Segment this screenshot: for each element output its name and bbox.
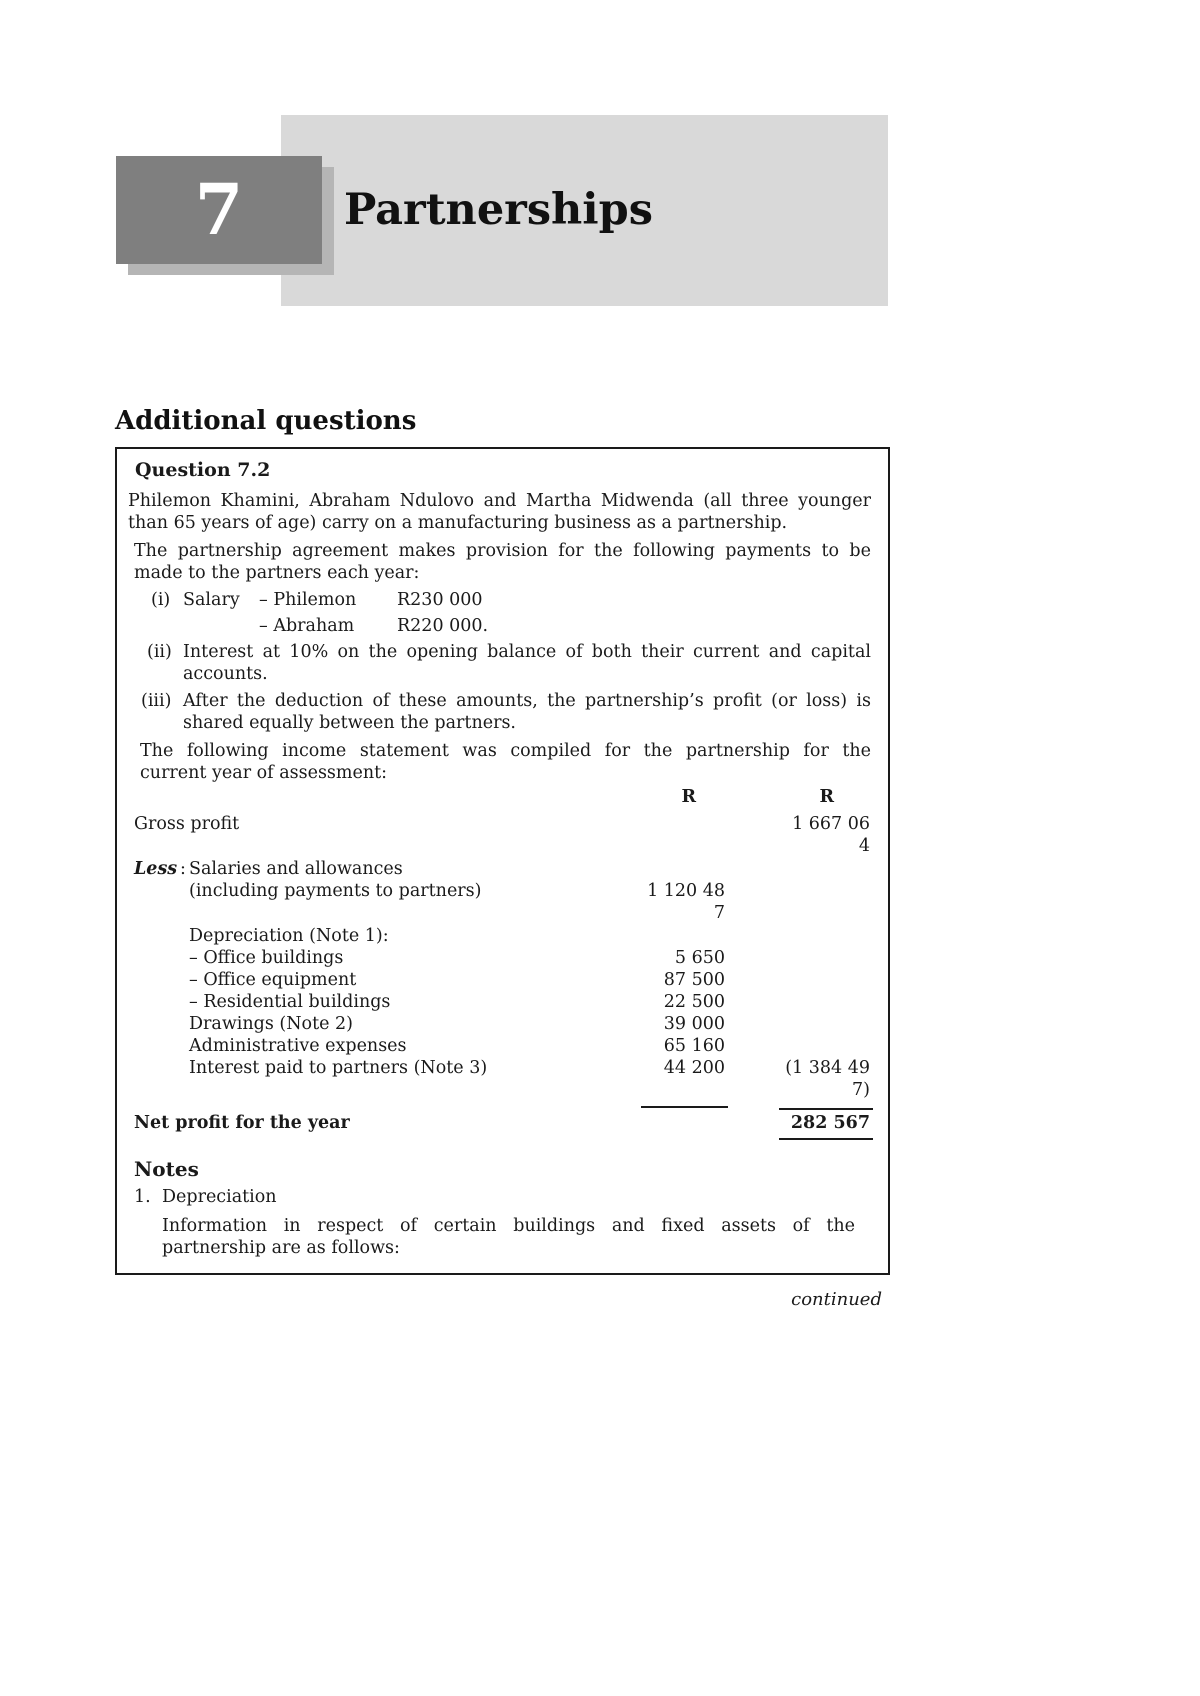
gross-profit-label: Gross profit [134,814,240,834]
note-1-text-line-2: partnership are as follows: [162,1238,400,1258]
note-1-number: 1. [134,1187,151,1207]
item-admin-expenses-label: Administrative expenses [189,1036,407,1056]
item-residential-buildings-value: 22 500 [663,992,725,1012]
agreement-line-2: made to the partners each year: [134,563,420,583]
net-profit-value: 282 567 [790,1113,870,1133]
item-office-buildings-label: – Office buildings [189,948,344,968]
statement-intro-line-2: current year of assessment: [140,763,388,783]
net-profit-bottom-rule [779,1138,873,1140]
question-intro-line-2: than 65 years of age) carry on a manufacturing business as a partnership. [128,513,788,533]
column-header-r-1: R [681,787,696,807]
gross-profit-value-wrap: 4 [858,836,870,856]
gross-profit-value: 1 667 06 [792,814,870,834]
provision-iii-line-2: shared equally between the partners. [183,713,516,733]
item-drawings-label: Drawings (Note 2) [189,1014,354,1034]
item-drawings-value: 39 000 [663,1014,725,1034]
less-colon: : [180,859,186,879]
salaries-label: Salaries and allowances [189,859,403,879]
provision-i-abraham-amount: R220 000. [397,616,489,636]
item-residential-buildings-label: – Residential buildings [189,992,391,1012]
item-interest-paid-label: Interest paid to partners (Note 3) [189,1058,488,1078]
statement-intro-line-1: The following income statement was compiled for the partnership for the [140,741,871,761]
salaries-value-wrap: 7 [713,903,725,923]
provision-ii-line-2: accounts. [183,664,268,684]
question-intro-line-1: Philemon Khamini, Abraham Ndulovo and Martha Midwenda (all three younger [128,491,871,511]
depreciation-label: Depreciation (Note 1): [189,926,389,946]
provision-i-label: (i) [151,590,171,610]
question-title: Question 7.2 [135,459,271,481]
provision-i-salary: Salary [183,590,240,610]
notes-heading: Notes [134,1157,199,1181]
provision-i-philemon-amount: R230 000 [397,590,483,610]
item-admin-expenses-value: 65 160 [663,1036,725,1056]
less-label: Less [134,859,178,879]
agreement-line-1: The partnership agreement makes provision for the following payments to be [134,541,871,561]
item-interest-paid-value: 44 200 [663,1058,725,1078]
provision-ii-line-1: Interest at 10% on the opening balance of both their current and capital [183,642,871,662]
continued-label: continued [791,1289,882,1310]
provision-i-philemon: – Philemon [259,590,357,610]
salaries-value: 1 120 48 [647,881,725,901]
section-heading: Additional questions [115,406,417,436]
net-profit-top-rule [779,1108,873,1110]
column-header-r-2: R [819,787,834,807]
item-office-buildings-value: 5 650 [674,948,725,968]
provision-iii-line-1: After the deduction of these amounts, the partnership’s profit (or loss) is [183,691,871,711]
chapter-title: Partnerships [344,185,653,235]
note-1-text-line-1: Information in respect of certain buildings and fixed assets of the [162,1216,855,1236]
note-1-title: Depreciation [162,1187,277,1207]
item-office-equipment-value: 87 500 [663,970,725,990]
net-profit-label: Net profit for the year [134,1113,350,1133]
subtotal-rule [641,1106,728,1108]
provision-iii-label: (iii) [141,691,172,711]
total-deductions-value: (1 384 49 [785,1058,870,1078]
salaries-label-2: (including payments to partners) [189,881,482,901]
item-office-equipment-label: – Office equipment [189,970,357,990]
total-deductions-value-wrap: 7) [852,1080,870,1100]
provision-ii-label: (ii) [147,642,172,662]
chapter-number: 7 [116,156,322,264]
provision-i-abraham: – Abraham [259,616,355,636]
